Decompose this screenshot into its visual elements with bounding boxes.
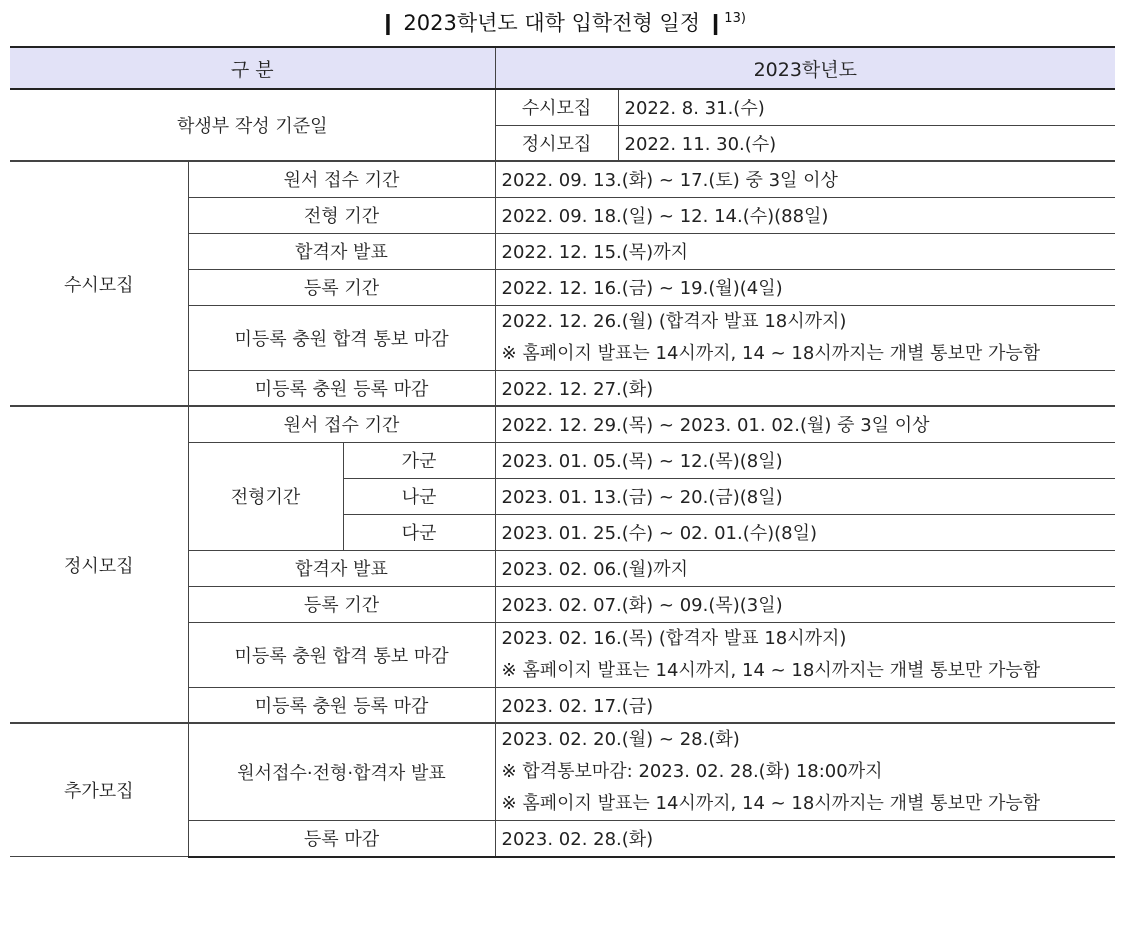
susi-item: 미등록 충원 합격 통보 마감 <box>188 305 495 370</box>
header-category: 구 분 <box>10 47 495 89</box>
screening-group: 다군 <box>343 514 495 550</box>
susi-date: 2022. 12. 27.(화) <box>495 370 1115 406</box>
susi-item: 등록 기간 <box>188 269 495 305</box>
susi-item: 원서 접수 기간 <box>188 161 495 197</box>
screening-group: 나군 <box>343 478 495 514</box>
basis-type: 수시모집 <box>495 89 618 125</box>
note-line: ※ 합격통보마감: 2023. 02. 28.(화) 18:00까지 <box>501 761 883 782</box>
note-line: ※ 홈페이지 발표는 14시까지, 14 ~ 18시까지는 개별 통보만 가능함 <box>501 793 1041 814</box>
susi-date: 2022. 12. 15.(목)까지 <box>495 233 1115 269</box>
chuga-date <box>495 723 1115 821</box>
susi-item: 합격자 발표 <box>188 233 495 269</box>
chuga-item: 원서접수·전형·합격자 발표 <box>188 723 495 821</box>
title-text: 2023학년도 대학 입학전형 일정 <box>403 11 700 35</box>
basis-date: 2022. 11. 30.(수) <box>618 125 1115 161</box>
jeongsi-label: 정시모집 <box>10 406 188 723</box>
jeongsi-date: 2023. 02. 07.(화) ~ 09.(목)(3일) <box>495 586 1115 622</box>
susi-date: 2022. 09. 13.(화) ~ 17.(토) 중 3일 이상 <box>495 161 1115 197</box>
document-title <box>0 4 1125 38</box>
chuga-label: 추가모집 <box>10 723 188 857</box>
screening-label: 전형기간 <box>188 442 343 550</box>
note-line: ※ 홈페이지 발표는 14시까지, 14 ~ 18시까지는 개별 통보만 가능함 <box>501 659 1041 681</box>
basis-date: 2022. 8. 31.(수) <box>618 89 1115 125</box>
jeongsi-date: 2023. 02. 17.(금) <box>495 687 1115 723</box>
jeongsi-item: 원서 접수 기간 <box>188 406 495 442</box>
screening-date: 2023. 01. 13.(금) ~ 20.(금)(8일) <box>495 478 1115 514</box>
table-row <box>10 89 1115 125</box>
jeongsi-item: 합격자 발표 <box>188 550 495 586</box>
jeongsi-date: 2022. 12. 29.(목) ~ 2023. 01. 02.(월) 중 3일 이상 <box>495 406 1115 442</box>
table-row <box>10 406 1115 442</box>
note-line: ※ 홈페이지 발표는 14시까지, 14 ~ 18시까지는 개별 통보만 가능함 <box>501 342 1041 364</box>
chuga-date: 2023. 02. 28.(화) <box>495 821 1115 857</box>
jeongsi-date: 2023. 02. 06.(월)까지 <box>495 550 1115 586</box>
jeongsi-date <box>495 622 1115 687</box>
susi-date: 2022. 09. 18.(일) ~ 12. 14.(수)(88일) <box>495 197 1115 233</box>
basis-type: 정시모집 <box>495 125 618 161</box>
screening-group: 가군 <box>343 442 495 478</box>
header-row <box>10 47 1115 89</box>
screening-date: 2023. 01. 25.(수) ~ 02. 01.(수)(8일) <box>495 514 1115 550</box>
susi-date: 2022. 12. 16.(금) ~ 19.(월)(4일) <box>495 269 1115 305</box>
table-row <box>10 723 1115 821</box>
susi-item: 전형 기간 <box>188 197 495 233</box>
schedule-table <box>10 46 1115 858</box>
susi-date <box>495 305 1115 370</box>
jeongsi-item: 미등록 충원 합격 통보 마감 <box>188 622 495 687</box>
title-left-bar: ❙ <box>379 11 397 35</box>
title-footnote: 13) <box>724 11 746 26</box>
susi-label: 수시모집 <box>10 161 188 406</box>
basis-label: 학생부 작성 기준일 <box>10 89 495 161</box>
date-line: 2023. 02. 20.(월) ~ 28.(화) <box>501 729 740 750</box>
jeongsi-item: 미등록 충원 등록 마감 <box>188 687 495 723</box>
chuga-item: 등록 마감 <box>188 821 495 857</box>
date-line: 2022. 12. 26.(월) (합격자 발표 18시까지) <box>501 310 847 332</box>
header-year: 2023학년도 <box>495 47 1115 89</box>
date-line: 2023. 02. 16.(목) (합격자 발표 18시까지) <box>501 627 847 649</box>
table-row <box>10 161 1115 197</box>
susi-item: 미등록 충원 등록 마감 <box>188 370 495 406</box>
jeongsi-item: 등록 기간 <box>188 586 495 622</box>
title-right-bar: ❙ <box>706 11 725 35</box>
screening-date: 2023. 01. 05.(목) ~ 12.(목)(8일) <box>495 442 1115 478</box>
